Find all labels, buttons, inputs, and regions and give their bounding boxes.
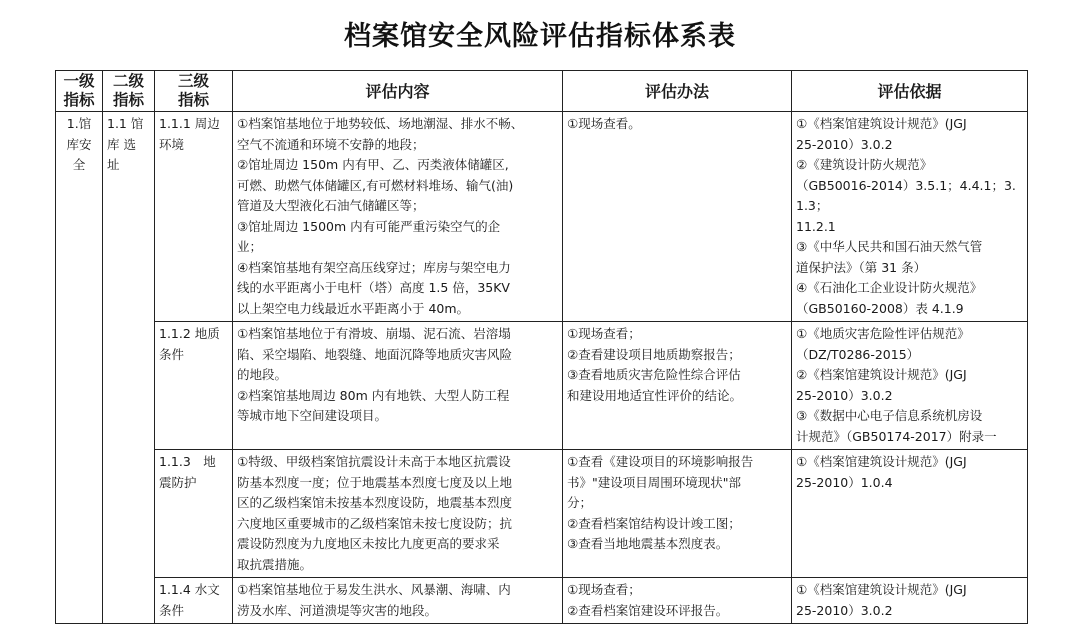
page-title: 档案馆安全风险评估指标体系表 — [344, 21, 736, 52]
header-method: 评估办法 — [563, 71, 792, 112]
content-cell: ①档案馆基地位于有滑坡、崩塌、泥石流、岩溶塌 陷、采空塌陷、地裂缝、地面沉降等地质灾害风险 的地段。 ②档案馆基地周边 80m 内有地铁、大型人防工程 等城市地下空间建设项目。 — [233, 322, 563, 450]
basis-cell: ①《档案馆建筑设计规范》(JGJ 25-2010）3.0.2 — [792, 578, 1028, 624]
table-header-row — [56, 71, 1028, 112]
method-cell: ①现场查看； ②查看建设项目地质勘察报告； ③查看地质灾害危险性综合评估 和建设用地适宜性评价的结论。 — [563, 322, 792, 450]
table-row — [56, 322, 1028, 450]
table-row — [56, 450, 1028, 578]
table-row — [56, 578, 1028, 624]
level2-cell: 1.1 馆 库 选 址 — [103, 112, 155, 624]
method-cell: ①现场查看。 — [563, 112, 792, 322]
header-content: 评估内容 — [233, 71, 563, 112]
level1-cell: 1.馆 库安 全 — [56, 112, 103, 624]
method-cell: ①现场查看； ②查看档案馆建设环评报告。 — [563, 578, 792, 624]
basis-cell: ①《档案馆建筑设计规范》(JGJ 25-2010）1.0.4 — [792, 450, 1028, 578]
content-cell: ①特级、甲级档案馆抗震设计未高于本地区抗震设 防基本烈度一度；位于地震基本烈度七度及以上地 区的乙级档案馆未按基本烈度设防，地震基本烈度 六度地区重要城市的乙级档案馆未按七度设防；抗 震设防烈度为九度地区未按比九度更高的要求采 取抗震措施。 — [233, 450, 563, 578]
header-level1: 一级 指标 — [56, 71, 103, 112]
header-level3: 三级 指标 — [155, 71, 233, 112]
level3-cell: 1.1.3 地 震防护 — [155, 450, 233, 578]
header-level2: 二级 指标 — [103, 71, 155, 112]
content-cell: ①档案馆基地位于地势较低、场地潮湿、排水不畅、 空气不流通和环境不安静的地段； ②馆址周边 150m 内有甲、乙、丙类液体储罐区, 可燃、助燃气体储罐区,有可燃材料堆场、输气(油) 管道及大型液化石油气储罐区等； ③馆址周边 1500m 内有可能严重污染空气的企 业； ④档案馆基地有架空高压线穿过；库房与架空电力 线的水平距离小于电杆（塔）高度 1.5 倍，35KV 以上架空电力线最近水平距离小于 40m。 — [233, 112, 563, 322]
content-cell: ①档案馆基地位于易发生洪水、风暴潮、海啸、内 涝及水库、河道溃堤等灾害的地段。 — [233, 578, 563, 624]
basis-cell: ①《地质灾害危险性评估规范》 （DZ/T0286-2015） ②《档案馆建筑设计规范》(JGJ 25-2010）3.0.2 ③《数据中心电子信息系统机房设 计规范》（GB50174-2017）附录一 — [792, 322, 1028, 450]
table-row — [56, 112, 1028, 322]
level3-cell: 1.1.2 地质 条件 — [155, 322, 233, 450]
header-basis: 评估依据 — [792, 71, 1028, 112]
basis-cell: ①《档案馆建筑设计规范》(JGJ 25-2010）3.0.2 ②《建筑设计防火规范》 （GB50016-2014）3.5.1；4.4.1；3.1.3； 11.2.1 ③《中华人民共和国石油天然气管 道保护法》（第 31 条） ④《石油化工企业设计防火规范》 （GB50160-2008）表 4.1.9 — [792, 112, 1028, 322]
risk-assessment-table — [55, 70, 1028, 624]
level3-cell: 1.1.1 周边 环境 — [155, 112, 233, 322]
level3-cell: 1.1.4 水文 条件 — [155, 578, 233, 624]
method-cell: ①查看《建设项目的环境影响报告 书》"建设项目周围环境现状"部 分； ②查看档案馆结构设计竣工图； ③查看当地地震基本烈度表。 — [563, 450, 792, 578]
